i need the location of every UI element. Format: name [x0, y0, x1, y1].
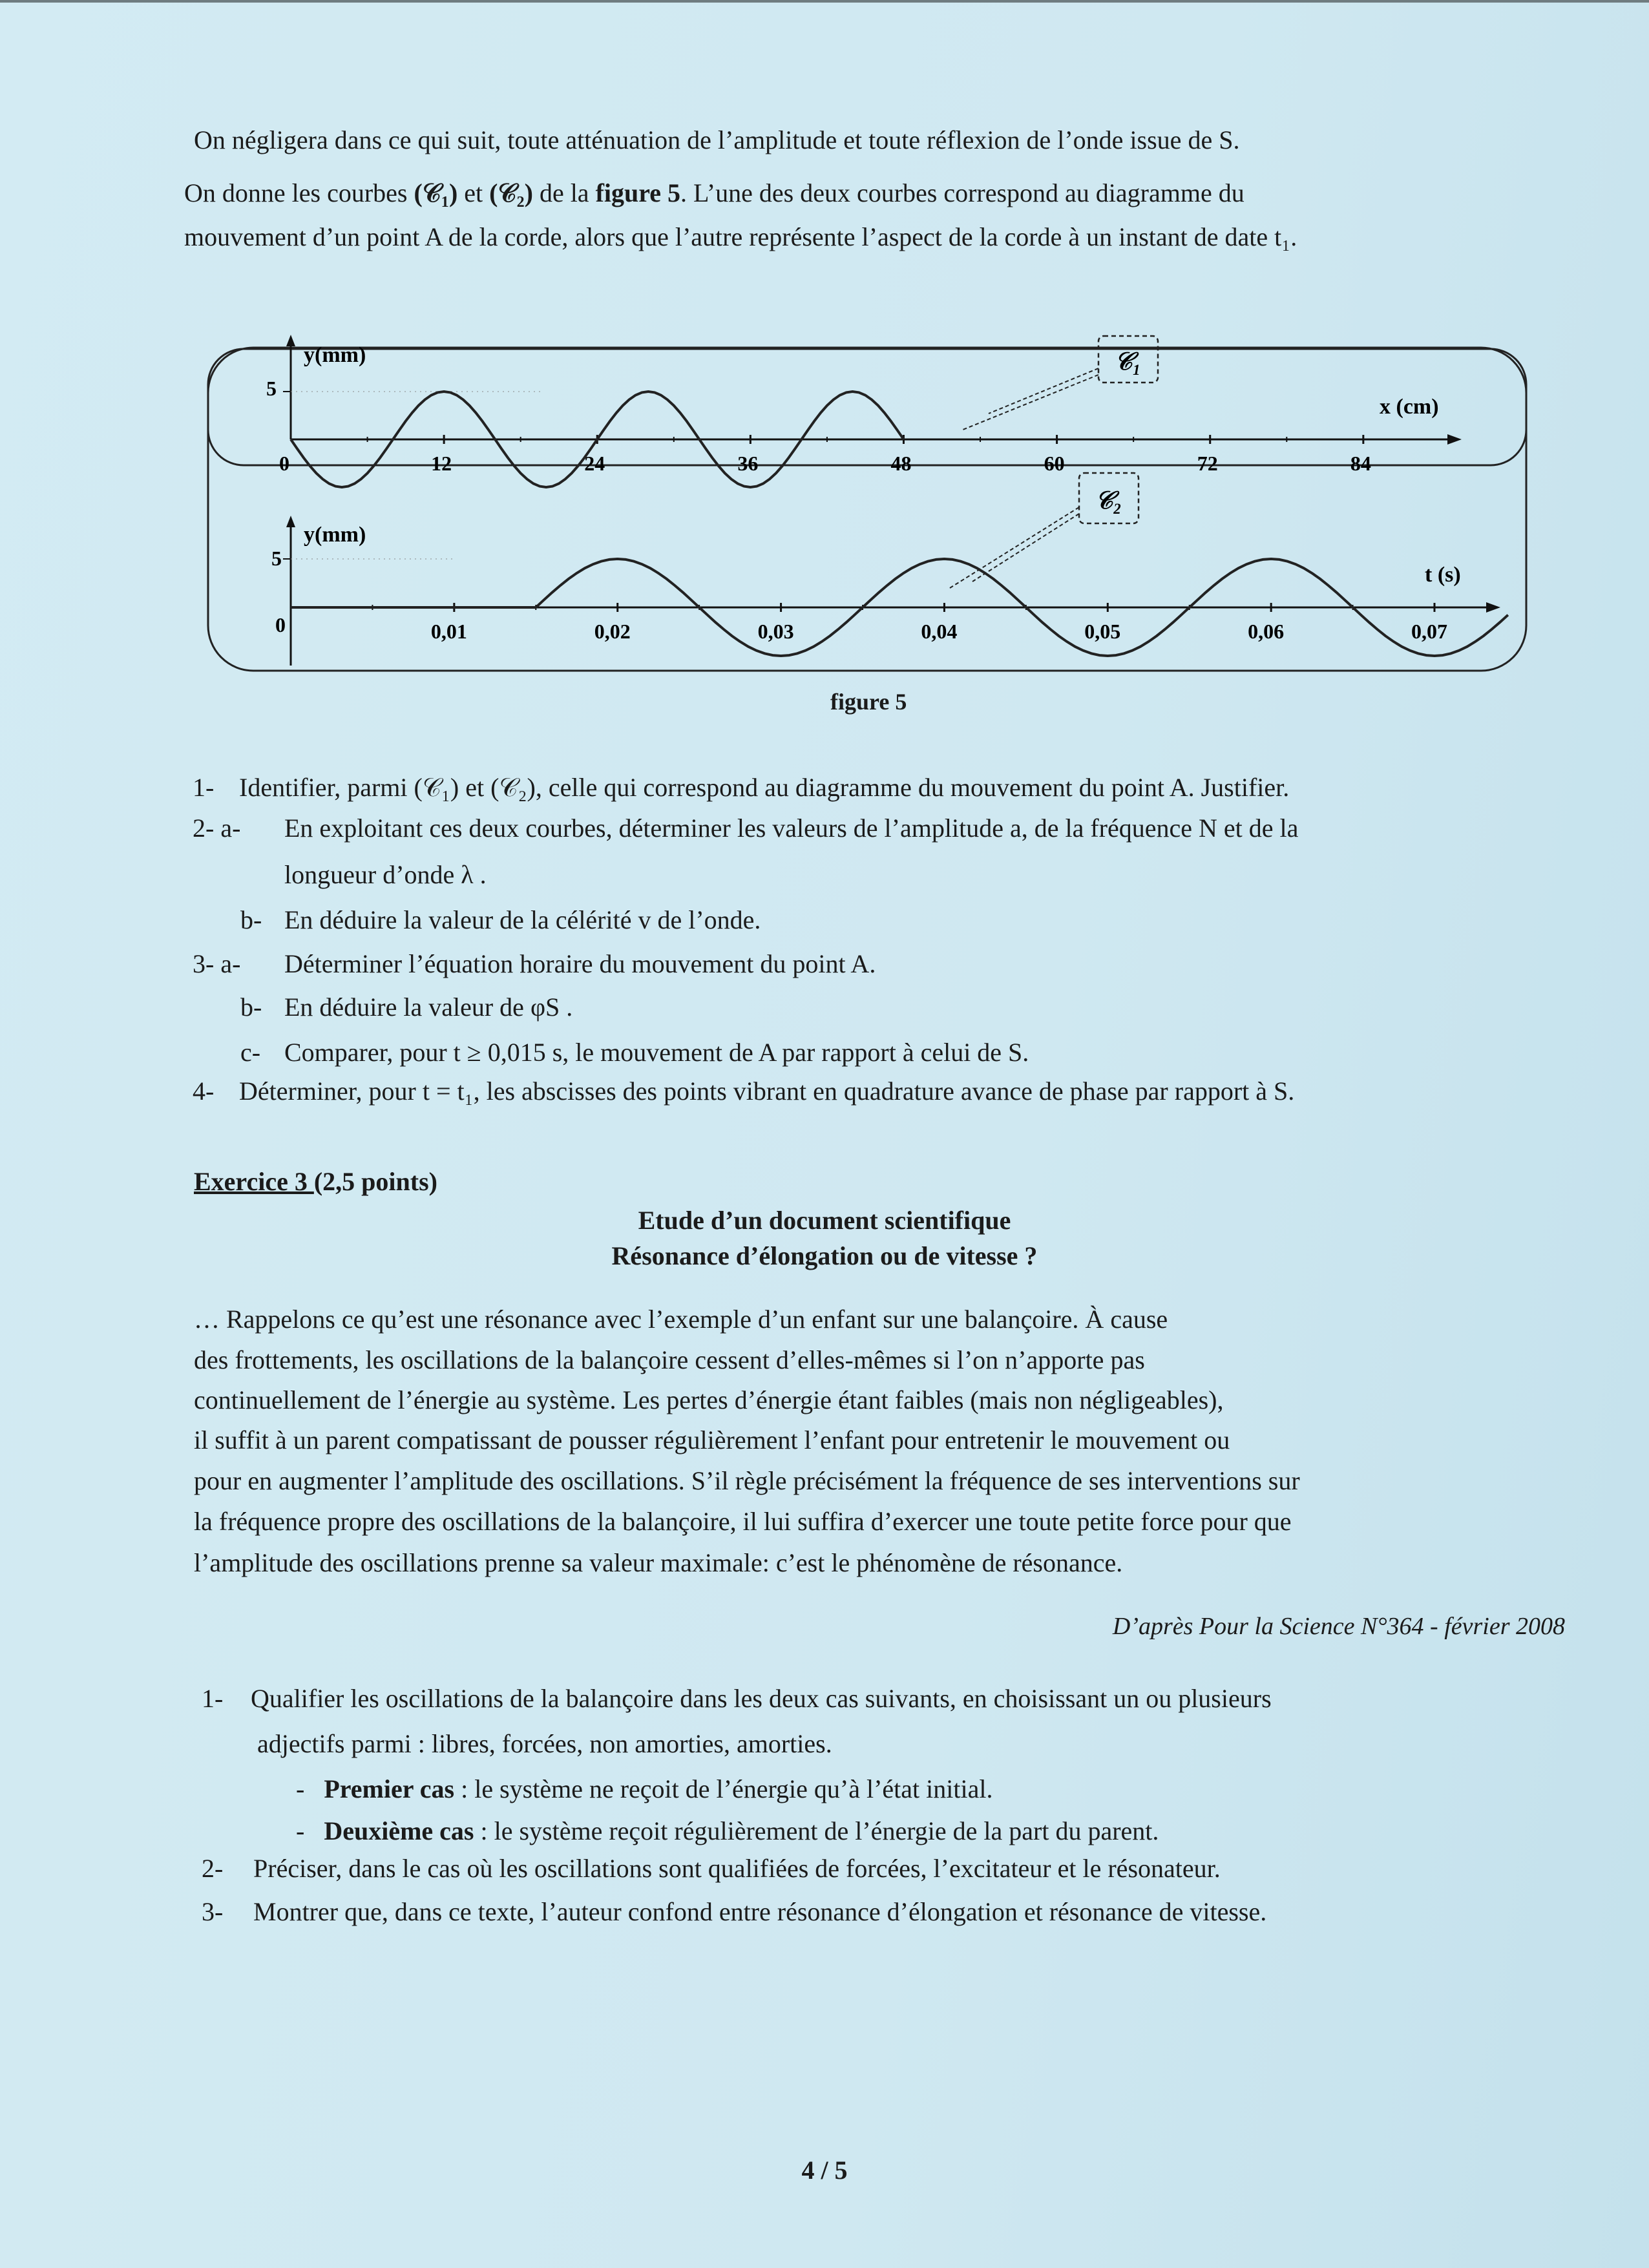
- intro-text: . L’une des deux courbes correspond au diagramme du: [680, 178, 1245, 207]
- question-4-text: Déterminer, pour t = t₁, les abscisses des points vibrant en quadrature avance de phase par rapport à S.: [239, 1076, 1295, 1106]
- figure-caption: figure 5: [830, 689, 907, 715]
- x-tick-label-bottom: 0,07: [1411, 620, 1447, 643]
- intro-text: de la: [532, 178, 596, 207]
- document-text-line: il suffit à un parent compatissant de pousser régulièrement l’enfant pour entretenir le mouvement ou: [194, 1425, 1230, 1454]
- x-tick-label-top: 36: [737, 452, 759, 475]
- x-label-bottom: t (s): [1425, 563, 1461, 587]
- curve-label-c1: 𝒞₁: [1115, 348, 1141, 375]
- graph-c2: [271, 473, 1508, 666]
- curve-ref-c2: (𝒞₂): [489, 178, 533, 207]
- origin-bottom: 0: [275, 613, 286, 636]
- intro-text: On donne les courbes: [184, 178, 414, 207]
- x-tick-label-bottom: 0,05: [1084, 620, 1121, 643]
- ex3-question-2-text: Préciser, dans le cas où les oscillations sont qualifiées de forcées, l’excitateur et le résonateur.: [253, 1854, 1221, 1883]
- question-number: c-: [240, 1038, 261, 1067]
- question-number: 1-: [193, 773, 215, 802]
- arrow-head-icon: [286, 516, 295, 527]
- document-text-line: la fréquence propre des oscillations de la balançoire, il lui suffira d’exercer une toute petite force pour que: [194, 1507, 1292, 1536]
- figure-5: [207, 323, 1531, 685]
- document-text-line: l’amplitude des oscillations prenne sa valeur maximale: c’est le phénomène de résonance.: [194, 1548, 1123, 1577]
- document-text-line: des frottements, les oscillations de la balançoire cessent d’elles-mêmes si l’on n’apporte pas: [194, 1345, 1145, 1374]
- exercise-3-points: (2,5 points): [313, 1167, 437, 1196]
- arrow-head-icon: [1486, 602, 1500, 613]
- curve-label-c2: 𝒞₂: [1095, 487, 1122, 514]
- document-heading-1: Etude d’un document scientifique: [638, 1206, 1011, 1235]
- question-number: 3-: [202, 1897, 224, 1926]
- question-3c-text: Comparer, pour t ≥ 0,015 s, le mouvement de A par rapport à celui de S.: [284, 1038, 1029, 1067]
- x-tick-label-top: 72: [1197, 452, 1218, 475]
- y-tick-top: 5: [266, 377, 277, 400]
- document-heading-2: Résonance d’élongation ou de vitesse ?: [611, 1241, 1038, 1270]
- question-number: 2- a-: [193, 814, 241, 843]
- question-3a-text: Déterminer l’équation horaire du mouvement du point A.: [284, 949, 876, 978]
- ex3-question-1-line-1: Qualifier les oscillations de la balançoire dans les deux cas suivants, en choisissant un ou plusieurs: [251, 1684, 1272, 1713]
- page-number: 4 / 5: [801, 2156, 848, 2185]
- question-number: b-: [240, 905, 262, 934]
- document-text-line: continuellement de l’énergie au système. Les pertes d’énergie étant faibles (mais non négligeables),: [194, 1385, 1224, 1414]
- page-top-border: [0, 0, 1649, 3]
- arrow-head-icon: [1447, 434, 1462, 445]
- curve-ref-c1: (𝒞₁): [414, 178, 458, 207]
- y-tick-bottom: 5: [271, 547, 282, 570]
- origin-top: 0: [279, 452, 289, 475]
- case-2-text: : le système reçoit régulièrement de l’énergie de la part du parent.: [474, 1816, 1159, 1845]
- x-tick-label-bottom: 0,03: [757, 620, 794, 643]
- x-tick-label-top: 60: [1044, 452, 1065, 475]
- document-text-line: … Rappelons ce qu’est une résonance avec l’exemple d’un enfant sur une balançoire. À cause: [194, 1305, 1168, 1334]
- y-label-bottom: y(mm): [304, 523, 366, 547]
- question-1-text: Identifier, parmi (𝒞₁) et (𝒞₂), celle qui correspond au diagramme du mouvement du point A. Justifier.: [239, 773, 1290, 802]
- arrow-head-icon: [286, 335, 295, 346]
- case-1-text: : le système ne reçoit de l’énergie qu’à l’état initial.: [454, 1774, 993, 1803]
- x-tick-label-top: 12: [431, 452, 452, 475]
- case-1-label: Premier cas: [324, 1774, 455, 1803]
- question-2a-text-cont: longueur d’onde λ .: [284, 860, 487, 889]
- question-2b-text: En déduire la valeur de la célérité v de l’onde.: [284, 905, 761, 934]
- ex3-question-3-text: Montrer que, dans ce texte, l’auteur confond entre résonance d’élongation et résonance de vitesse.: [253, 1897, 1267, 1926]
- x-tick-label-top: 84: [1350, 452, 1371, 475]
- ex3-question-1-line-2: adjectifs parmi : libres, forcées, non amorties, amorties.: [257, 1729, 832, 1758]
- question-3b-text: En déduire la valeur de φS .: [284, 992, 573, 1022]
- x-tick-label-top: 24: [584, 452, 605, 475]
- question-number: 1-: [202, 1684, 224, 1713]
- document-source: D’après Pour la Science N°364 - février 2008: [1112, 1613, 1565, 1640]
- x-tick-label-top: 48: [890, 452, 912, 475]
- intro-text: et: [457, 178, 490, 207]
- figure-5-svg: [207, 323, 1531, 685]
- x-tick-label-bottom: 0,02: [594, 620, 631, 643]
- x-label-top: x (cm): [1380, 395, 1439, 419]
- intro-line-1: On négligera dans ce qui suit, toute atténuation de l’amplitude et toute réflexion de l’onde issue de S.: [194, 125, 1240, 154]
- question-number: 3- a-: [193, 949, 241, 978]
- y-label-top: y(mm): [304, 343, 366, 367]
- intro-line-2: [184, 169, 1245, 217]
- case-2-label: Deuxième cas: [324, 1816, 474, 1845]
- ex3-case-1: - Premier cas : le système ne reçoit de l’énergie qu’à l’état initial.: [296, 1774, 993, 1803]
- x-tick-label-bottom: 0,04: [921, 620, 958, 643]
- x-tick-label-bottom: 0,06: [1248, 620, 1285, 643]
- question-number: 2-: [202, 1854, 224, 1883]
- question-number: b-: [240, 992, 262, 1022]
- question-number: 4-: [193, 1076, 215, 1106]
- frame-top: [208, 349, 1526, 465]
- intro-line-3: mouvement d’un point A de la corde, alors que l’autre représente l’aspect de la corde à un instant de date t₁.: [184, 222, 1297, 251]
- exercise-3-title: [194, 1166, 437, 1197]
- x-tick-label-bottom: 0,01: [430, 620, 467, 643]
- exercise-3-label: Exercice 3: [194, 1167, 314, 1196]
- figure-ref: figure 5: [595, 178, 681, 207]
- document-text-line: pour en augmenter l’amplitude des oscillations. S’il règle précisément la fréquence de ses interventions sur: [194, 1466, 1300, 1495]
- ex3-case-2: - Deuxième cas : le système reçoit régulièrement de l’énergie de la part du parent.: [296, 1816, 1159, 1845]
- question-2a-text: En exploitant ces deux courbes, déterminer les valeurs de l’amplitude a, de la fréquence N et de la: [284, 814, 1299, 843]
